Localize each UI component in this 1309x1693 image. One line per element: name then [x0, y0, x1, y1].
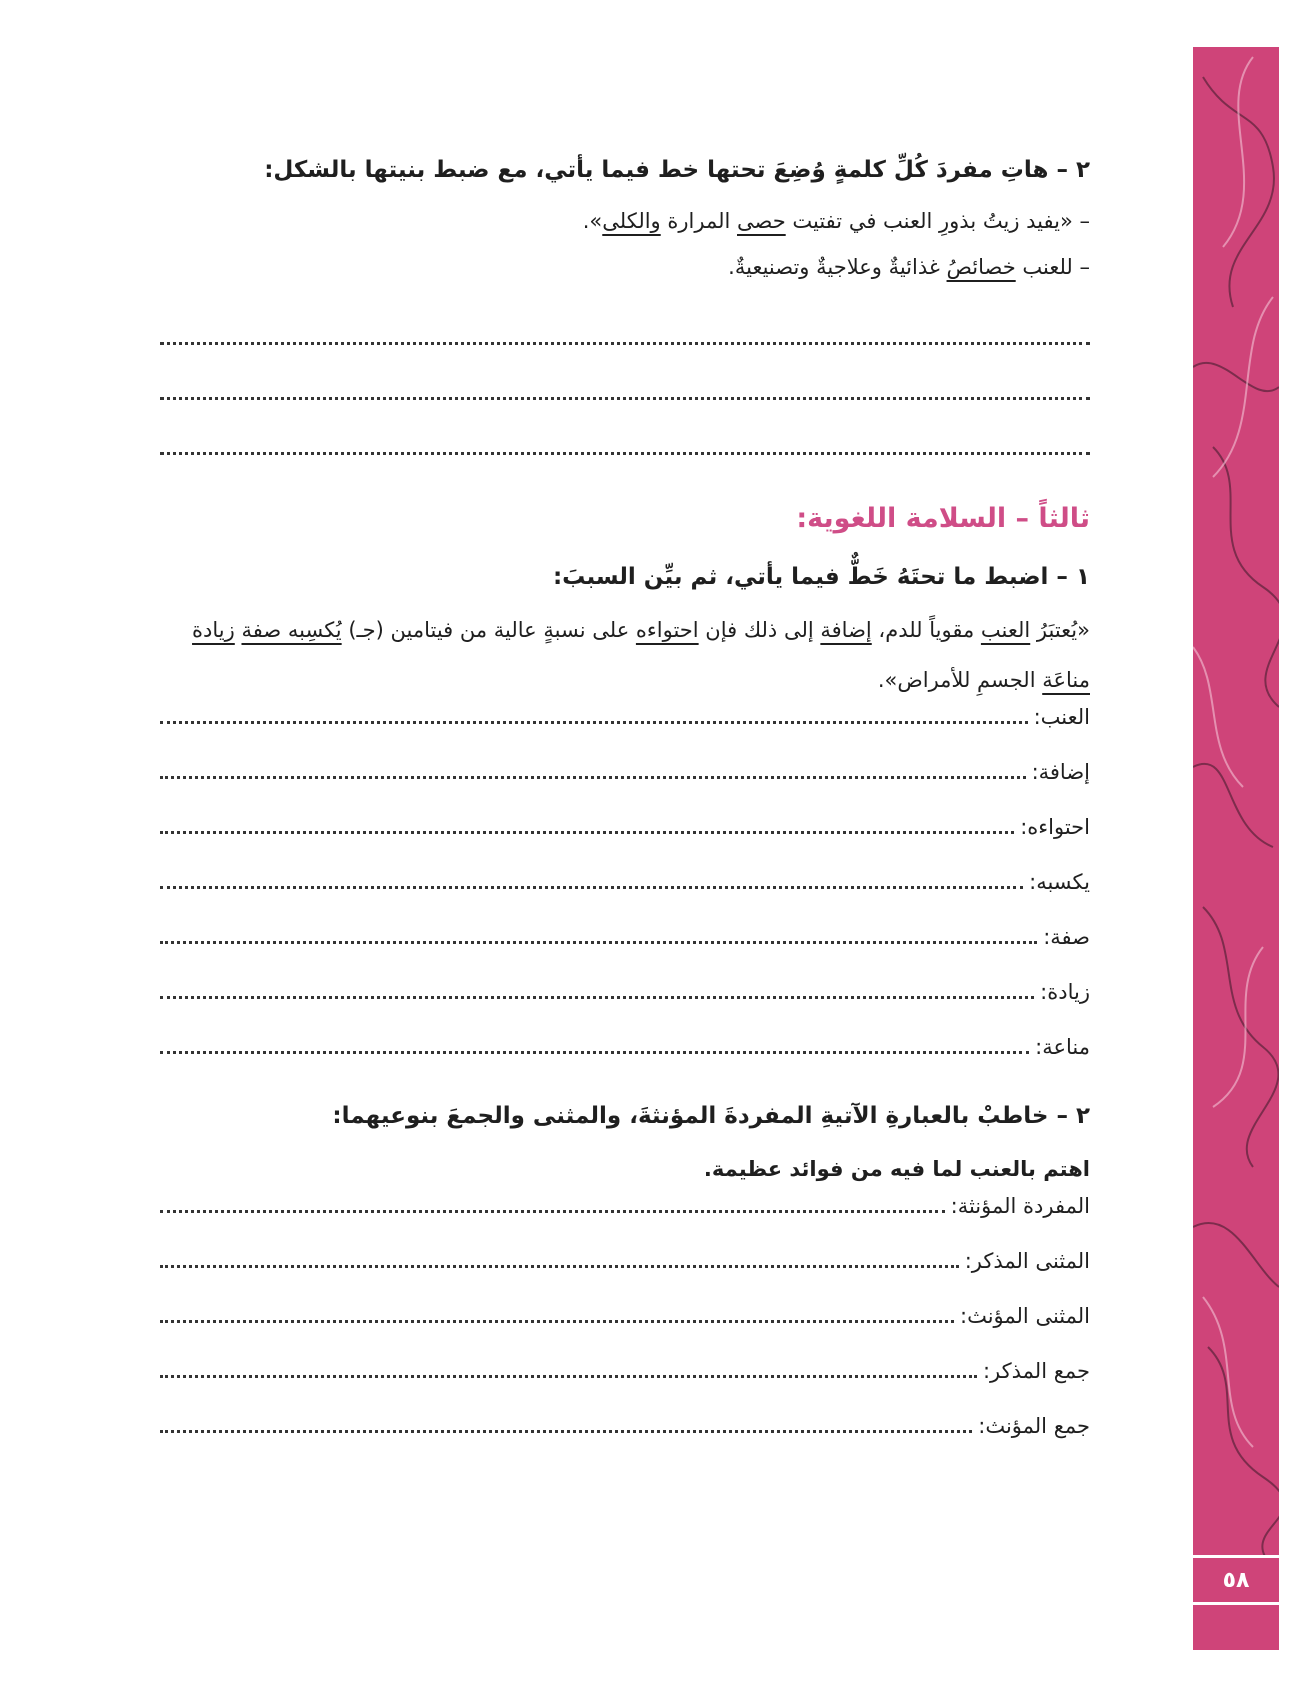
- field-label: مناعة:: [1035, 1035, 1090, 1059]
- dotted-answer-line[interactable]: [160, 817, 1014, 834]
- target-sentence: اهتم بالعنب لما فيه من فوائد عظيمة.: [703, 1157, 1090, 1181]
- answer-line[interactable]: [160, 363, 1090, 400]
- dotted-answer-line[interactable]: [160, 1306, 954, 1323]
- answer-field[interactable]: [160, 705, 1090, 760]
- text: – «يفيد زيتُ بذورِ العنب في تفتيت: [785, 209, 1090, 233]
- dotted-answer-line[interactable]: [160, 927, 1037, 944]
- dotted-answer-line[interactable]: [160, 872, 1023, 889]
- vine-pattern-icon: [1193, 47, 1279, 1650]
- decorative-side-band: [1193, 47, 1279, 1650]
- text: مقوياً للدم،: [871, 618, 981, 642]
- text: على نسبةٍ عالية من فيتامين (جـ): [341, 618, 636, 642]
- text: – للعنب: [1015, 255, 1090, 279]
- field-label: إضافة:: [1031, 760, 1090, 784]
- dotted-answer-line[interactable]: [160, 982, 1034, 999]
- section-title: ثالثاً – السلامة اللغوية:: [796, 503, 1090, 534]
- underlined-word: والكلى: [602, 209, 661, 233]
- answer-field[interactable]: [160, 1035, 1090, 1090]
- dotted-answer-line[interactable]: [160, 1361, 977, 1378]
- text: «يُعتبَرُ: [1030, 618, 1090, 642]
- text: المرارة: [660, 209, 737, 233]
- example-line-1: [160, 198, 1090, 244]
- answer-line[interactable]: [160, 308, 1090, 345]
- underlined-word: خصائصُ: [946, 255, 1016, 279]
- field-label: العنب:: [1033, 705, 1090, 729]
- field-label: يكسبه:: [1029, 870, 1090, 894]
- dotted-answer-line[interactable]: [160, 707, 1028, 724]
- text: ».: [582, 209, 603, 233]
- field-label: زيادة:: [1040, 980, 1090, 1004]
- underlined-word: إضافة: [820, 618, 872, 642]
- worksheet: [160, 150, 1090, 1469]
- answer-field[interactable]: [160, 1249, 1090, 1304]
- underlined-word: مناعَة: [1042, 668, 1090, 692]
- answer-field[interactable]: [160, 925, 1090, 980]
- page-number: ٥٨: [1193, 1555, 1279, 1605]
- field-label: صفة:: [1043, 925, 1090, 949]
- answer-field[interactable]: [160, 815, 1090, 870]
- underlined-word: حصى: [737, 209, 786, 233]
- field-label: المثنى المؤنث:: [960, 1304, 1090, 1328]
- dotted-answer-line[interactable]: [160, 1037, 1029, 1054]
- dotted-answer-line[interactable]: [160, 1416, 972, 1433]
- question-2-title: ٢ – هاتِ مفردَ كُلِّ كلمةٍ وُضِعَ تحتها خط فيما يأتي، مع ضبط بنيتها بالشكل:: [264, 157, 1090, 183]
- field-label: احتواءه:: [1020, 815, 1090, 839]
- field-label: المثنى المذكر:: [964, 1249, 1090, 1273]
- example-line-2: [160, 244, 1090, 290]
- underlined-word: احتواءه: [635, 618, 699, 642]
- answer-field[interactable]: [160, 870, 1090, 925]
- question-2b-title: ٢ – خاطبْ بالعبارةِ الآتيةِ المفردةَ المؤنثةَ، والمثنى والجمعَ بنوعيهما:: [332, 1103, 1090, 1129]
- answer-field[interactable]: [160, 1414, 1090, 1469]
- text: الجسمِ للأمراض».: [877, 668, 1043, 692]
- field-label: جمع المذكر:: [982, 1359, 1090, 1383]
- field-label: المفردة المؤنثة:: [950, 1194, 1090, 1218]
- answer-field[interactable]: [160, 1304, 1090, 1359]
- text: غذائيةٌ وعلاجيةٌ وتصنيعيةٌ.: [728, 255, 947, 279]
- answer-line[interactable]: [160, 418, 1090, 455]
- dotted-answer-line[interactable]: [160, 1196, 945, 1213]
- answer-field[interactable]: [160, 760, 1090, 815]
- dotted-answer-line[interactable]: [160, 1251, 959, 1268]
- question-1-title: ١ – اضبط ما تحتَهُ خَطٌّ فيما يأتي، ثم بيِّن السببَ:: [552, 564, 1090, 590]
- text: إلى ذلك فإن: [698, 618, 821, 642]
- answer-field[interactable]: [160, 1359, 1090, 1414]
- field-label: جمع المؤنث:: [978, 1414, 1090, 1438]
- answer-field[interactable]: [160, 980, 1090, 1035]
- underlined-word: يُكسِبه صفة: [241, 618, 342, 642]
- quote-paragraph: [160, 605, 1090, 705]
- dotted-answer-line[interactable]: [160, 762, 1026, 779]
- answer-field[interactable]: [160, 1194, 1090, 1249]
- underlined-word: العنب: [980, 618, 1031, 642]
- underlined-word: زيادة: [192, 618, 235, 642]
